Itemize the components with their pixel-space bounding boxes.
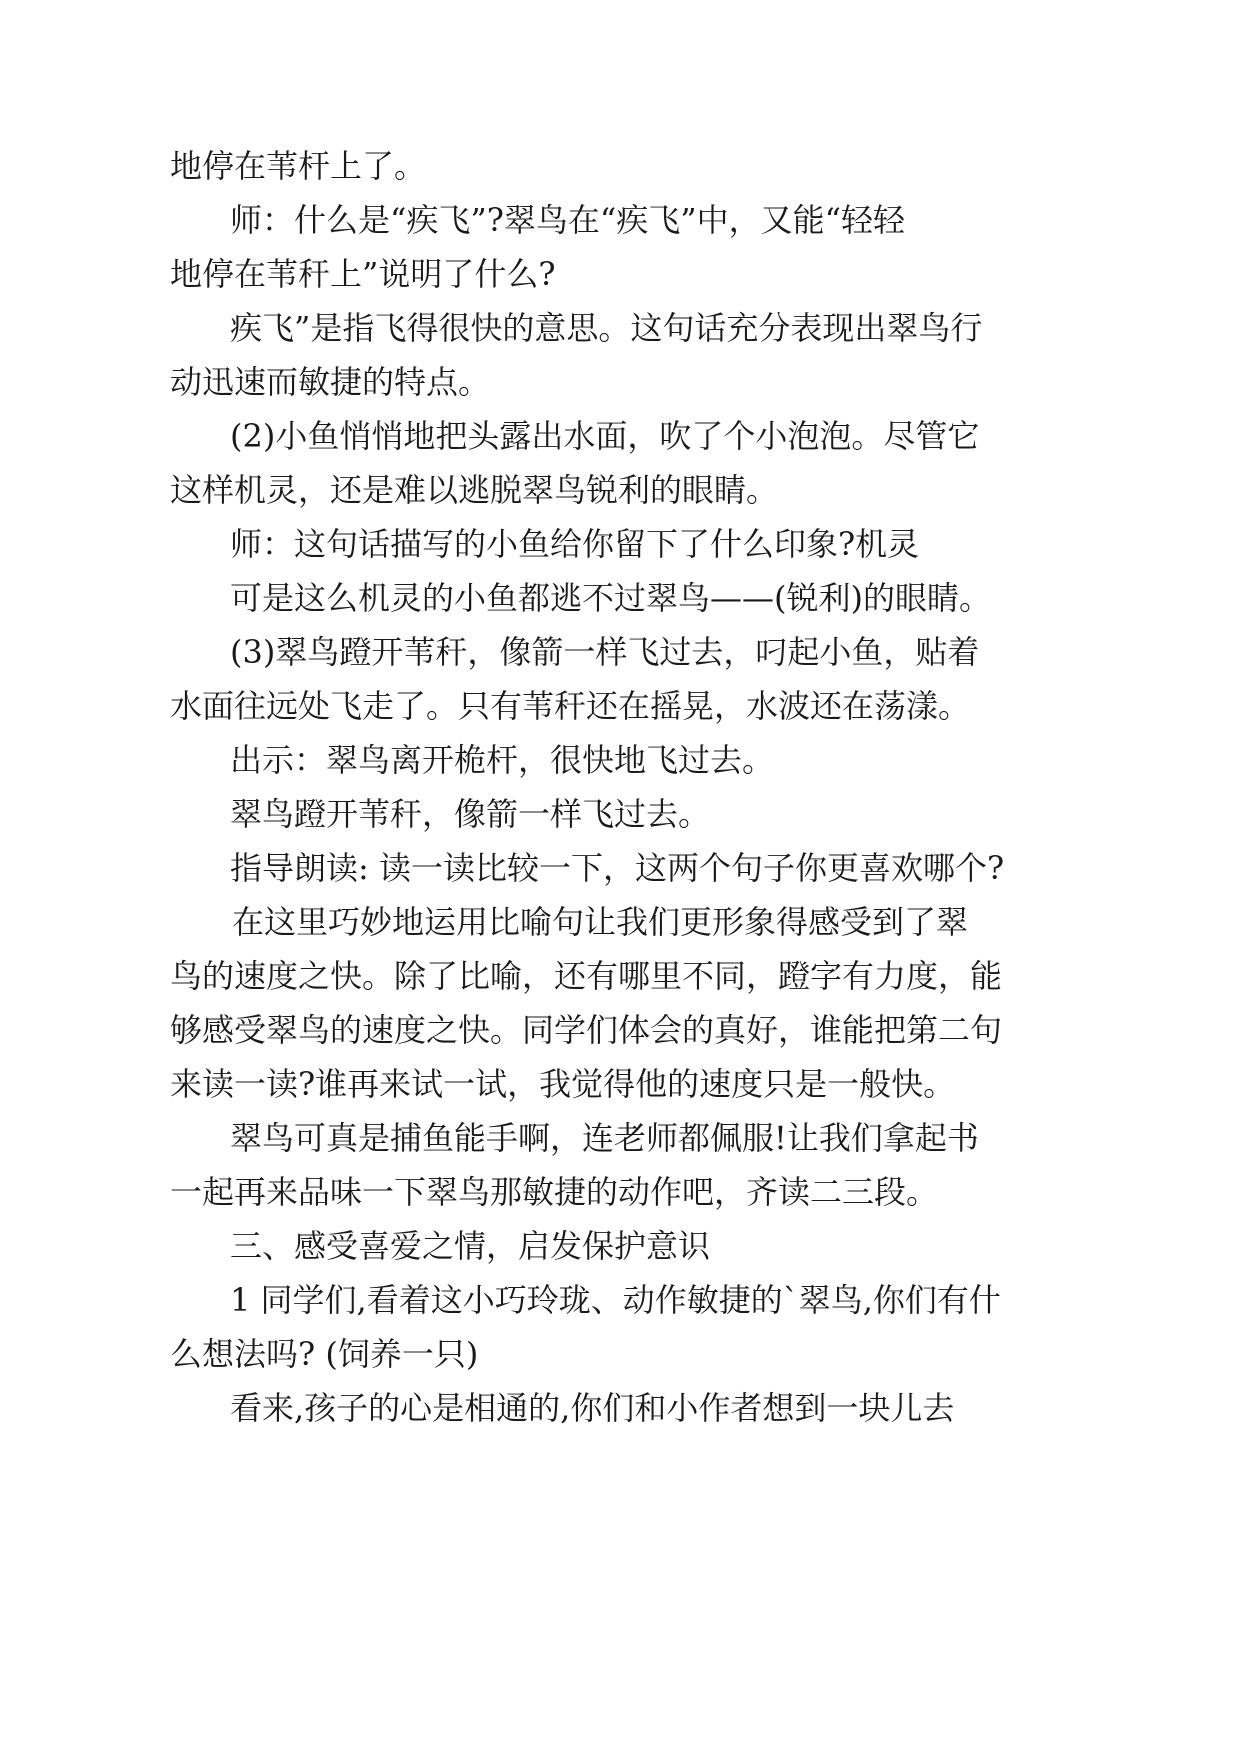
text-line: 么想法吗? (饲养一只) bbox=[170, 1335, 479, 1373]
text-line: 出示：翠鸟离开桅杆，很快地飞过去。 bbox=[230, 741, 775, 779]
text-line: (2)小鱼悄悄地把头露出水面，吹了个小泡泡。尽管它 bbox=[230, 417, 980, 455]
text-line: 可是这么机灵的小鱼都逃不过翠鸟——(锐利)的眼睛。 bbox=[230, 579, 991, 617]
text-line: 鸟的速度之快。除了比喻，还有哪里不同，蹬字有力度，能 bbox=[170, 957, 1003, 995]
text-line: 地停在苇杆上了。 bbox=[170, 147, 427, 185]
text-line: 一起再来品味一下翠鸟那敏捷的动作吧，齐读二三段。 bbox=[170, 1173, 939, 1211]
text-line: 动迅速而敏捷的特点。 bbox=[170, 363, 491, 401]
text-line: 指导朗读: 读一读比较一下，这两个句子你更喜欢哪个? bbox=[230, 849, 1005, 887]
text-line: 三、感受喜爱之情，启发保护意识 bbox=[230, 1227, 711, 1265]
text-line: 师：这句话描写的小鱼给你留下了什么印象?机灵 bbox=[230, 525, 920, 563]
text-line: 疾飞”是指飞得很快的意思。这句话充分表现出翠鸟行 bbox=[230, 309, 983, 347]
text-line: (3)翠鸟蹬开苇秆，像箭一样飞过去，叼起小鱼，贴着 bbox=[230, 633, 980, 671]
text-line: 在这里巧妙地运用比喻句让我们更形象得感受到了翠 bbox=[232, 903, 969, 941]
text-line: 1 同学们,看着这小巧玲珑、动作敏捷的`翠鸟,你们有什 bbox=[230, 1281, 1001, 1319]
text-line: 翠鸟可真是捕鱼能手啊，连老师都佩服!让我们拿起书 bbox=[230, 1119, 979, 1157]
text-line: 地停在苇秆上”说明了什么? bbox=[170, 255, 556, 293]
text-line: 够感受翠鸟的速度之快。同学们体会的真好，谁能把第二句 bbox=[170, 1011, 1003, 1049]
text-line: 翠鸟蹬开苇秆，像箭一样飞过去。 bbox=[230, 795, 711, 833]
text-line: 师：什么是“疾飞”?翠鸟在“疾飞”中，又能“轻轻 bbox=[230, 201, 905, 239]
text-line: 水面往远处飞走了。只有苇秆还在摇晃，水波还在荡漾。 bbox=[170, 687, 971, 725]
text-line: 来读一读?谁再来试一试，我觉得他的速度只是一般快。 bbox=[170, 1065, 956, 1103]
text-line: 这样机灵，还是难以逃脱翠鸟锐利的眼睛。 bbox=[170, 471, 779, 509]
text-line: 看来,孩子的心是相通的,你们和小作者想到一块儿去 bbox=[230, 1389, 955, 1427]
